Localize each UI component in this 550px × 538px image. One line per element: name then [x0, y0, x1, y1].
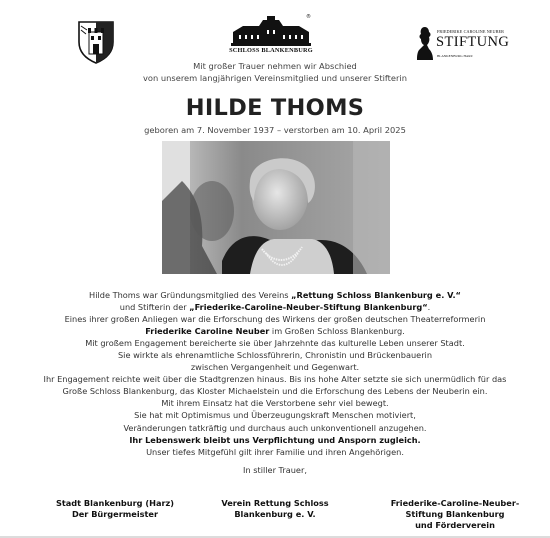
silhouette-portrait-icon — [416, 26, 434, 60]
legacy-statement: Ihr Lebenswerk bleibt uns Verpflichtung und Ansporn zugleich. — [129, 434, 421, 445]
body-line — [0, 301, 550, 313]
signature-line: Stiftung Blankenburg — [405, 509, 505, 519]
portrait-photo — [162, 141, 390, 274]
stiftung-title: STIFTUNG — [436, 34, 510, 50]
stiftung-location: BLANKENBURG HARZ — [437, 54, 473, 58]
body-line — [0, 325, 550, 337]
signature-line: und Förderverein — [415, 520, 495, 530]
logo-caption: SCHLOSS BLANKENBURG — [229, 47, 313, 54]
body-line: Mit großem Engagement bereicherte sie über Jahrzehnte das kulturelle Leben unserer Stadt. — [85, 338, 465, 349]
body-text-span: im Großen Schloss Blankenburg. — [269, 326, 405, 337]
signature-association — [212, 498, 338, 520]
city-coat-of-arms-icon — [77, 20, 115, 64]
body-line: Große Schloss Blankenburg, das Kloster Michaelstein und die Erforschung des Lebens der Neuberin ein. — [62, 386, 488, 397]
castle-icon — [229, 16, 313, 46]
body-text-span: . — [427, 302, 431, 313]
body-text-span: Hilde Thoms war Gründungsmitglied des Vereins — [89, 290, 292, 300]
signature-city — [40, 498, 190, 520]
signature-foundation — [380, 498, 530, 531]
stiftung-subtitle: FRIEDERIKE CAROLINE NEUBER — [437, 29, 505, 34]
signature-line: Friederike-Caroline-Neuber- — [390, 498, 520, 508]
body-line — [0, 289, 550, 301]
body-line: Mit ihrem Einsatz hat die Verstorbene sehr viel bewegt. — [161, 398, 389, 409]
obituary-body — [0, 289, 550, 476]
body-line: Unser tiefes Mitgefühl gilt ihrer Familie und ihren Angehörigen. — [146, 446, 404, 457]
body-line: Sie hat mit Optimismus und Überzeugungskraft Menschen motiviert, — [134, 410, 416, 421]
body-line: Eines ihrer großen Anliegen war die Erforschung des Wirkens der großen deutschen Theaterreformerin — [64, 314, 486, 325]
body-line: Sie wirkte als ehrenamtliche Schlossführerin, Chronistin und Brückenbauerin — [117, 350, 433, 361]
intro-line-2: von unserem langjährigen Vereinsmitglied und unserer Stifterin — [143, 73, 407, 83]
signature-line: Der Bürgermeister — [71, 509, 159, 519]
schloss-blankenburg-logo — [229, 16, 313, 56]
intro-line-1: Mit großer Trauer nehmen wir Abschied — [193, 61, 357, 71]
association-name: „Rettung Schloss Blankenburg e. V.“ — [291, 290, 461, 300]
registered-mark: ® — [306, 14, 311, 20]
body-line: In stiller Trauer, — [243, 464, 307, 475]
body-line — [0, 434, 550, 446]
life-dates: geboren am 7. November 1937 – verstorben am 10. April 2025 — [144, 125, 406, 135]
deceased-name: HILDE THOMS — [185, 95, 365, 121]
person-name-bold: Friederike Caroline Neuber — [145, 326, 270, 337]
body-line: Veränderungen tatkräftig und durchaus auch unkonventionell anzugehen. — [123, 422, 427, 433]
signature-line: Stadt Blankenburg (Harz) — [55, 498, 175, 508]
signature-line: Blankenburg e. V. — [234, 509, 316, 519]
body-text-span: und Stifterin der — [119, 302, 190, 313]
body-line: zwischen Vergangenheit und Gegenwart. — [190, 362, 360, 373]
body-line: Ihr Engagement reichte weit über die Stadtgrenzen hinaus. Bis ins hohe Alter setzte sie sich unermüdlich für das — [43, 374, 507, 385]
stiftung-logo — [413, 26, 509, 62]
foundation-name: „Friederike-Caroline-Neuber-Stiftung Blankenburg“ — [189, 302, 428, 313]
signature-line: Verein Rettung Schloss — [221, 498, 329, 508]
